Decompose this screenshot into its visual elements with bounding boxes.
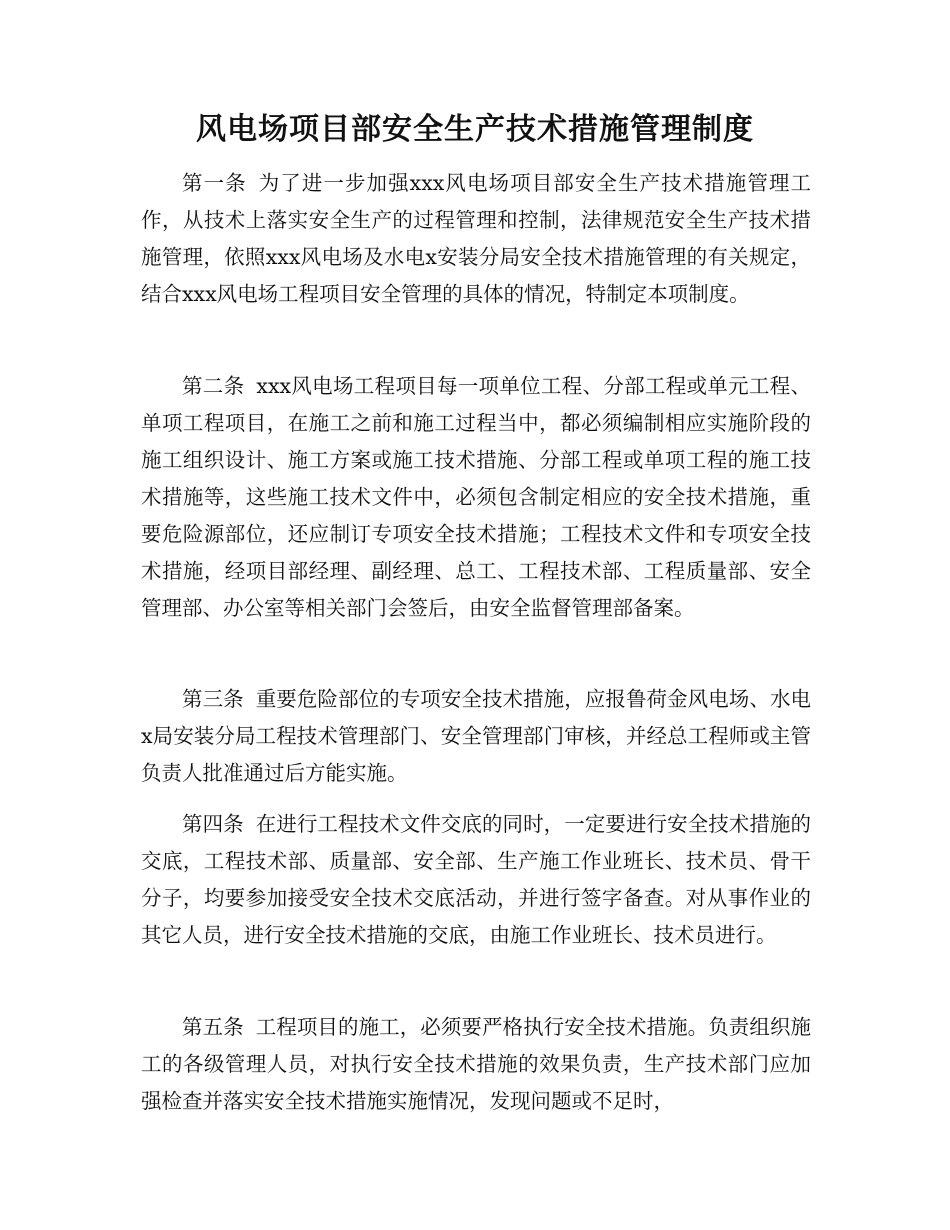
article-label: 第二条 xyxy=(182,374,245,398)
article-text: 工程项目的施工，必须要严格执行安全技术措施。负责组织施工的各级管理人员，对执行安全技术措施的效果负责，生产技术部门应加强检查并落实安全技术措施实施情况，发现问题或不足时， xyxy=(141,1015,812,1113)
article-paragraph-4 xyxy=(141,806,811,954)
article-paragraph-3 xyxy=(141,681,811,792)
article-paragraph-5 xyxy=(141,1009,811,1120)
article-text: xxx风电场工程项目每一项单位工程、分部工程或单元工程、单项工程项目，在施工之前和施工过程当中，都必须编制相应实施阶段的施工组织设计、施工方案或施工技术措施、分部工程或单项工程的施工技术措施等，这些施工技术文件中，必须包含制定相应的安全技术措施，重要危险源部位，还应制订专项安全技术措施；工程技术文件和专项安全技术措施，经项目部经理、副经理、总工、工程技术部、工程质量部、安全管理部、办公室等相关部门会签后，由安全监督管理部备案。 xyxy=(141,374,811,620)
article-text: 重要危险部位的专项安全技术措施，应报鲁荷金风电场、水电x局安装分局工程技术管理部门、安全管理部门审核，并经总工程师或主管负责人批准通过后方能实施。 xyxy=(141,687,812,785)
article-paragraph-2 xyxy=(141,368,811,627)
article-label: 第五条 xyxy=(182,1015,244,1039)
article-text: 在进行工程技术文件交底的同时，一定要进行安全技术措施的交底，工程技术部、质量部、安全部、生产施工作业班长、技术员、骨干分子，均要参加接受安全技术交底活动，并进行签字备查。对从事作业的其它人员，进行安全技术措施的交底，由施工作业班长、技术员进行。 xyxy=(141,812,812,947)
article-label: 第四条 xyxy=(182,812,244,836)
article-text: 为了进一步加强xxx风电场项目部安全生产技术措施管理工作，从技术上落实安全生产的过程管理和控制，法律规范安全生产技术措施管理，依照xxx风电场及水电x安装分局安全技术措施管理的有关规定，结合xxx风电场工程项目安全管理的具体的情况，特制定本项制度。 xyxy=(141,171,811,306)
article-paragraph-1 xyxy=(141,165,811,313)
document-title: 风电场项目部安全生产技术措施管理制度 xyxy=(196,112,754,147)
article-label: 第一条 xyxy=(182,171,247,195)
article-label: 第三条 xyxy=(182,687,244,711)
